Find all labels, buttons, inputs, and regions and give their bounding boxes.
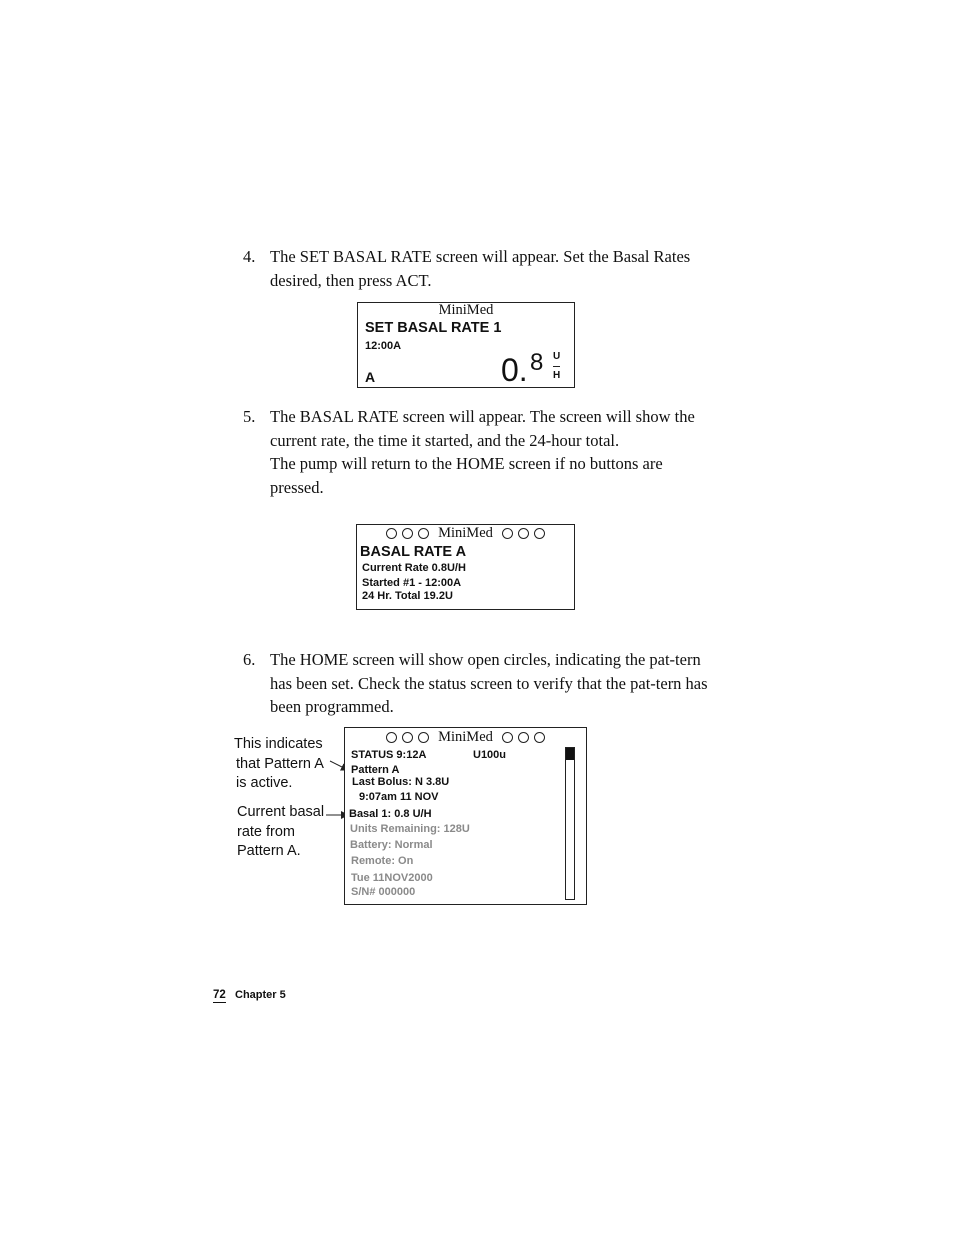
status-time: STATUS 9:12A [351,749,427,761]
annotation-line: is active. [236,775,293,791]
serial-number: S/N# 000000 [351,886,416,898]
pattern-circle-icon [386,732,397,743]
annotation-line: that Pattern A [236,755,324,772]
step-number: 6. [243,650,256,669]
pattern-circle-icon [534,732,545,743]
remote-status: Remote: On [351,855,414,867]
brand-label: MiniMed [438,525,493,541]
screen-title: BASAL RATE A [360,544,467,560]
annotation-line: Current basal [237,804,325,820]
annotation-line: This indicates [234,736,323,752]
units-remaining: Units Remaining: 128U [350,823,470,835]
last-bolus: Last Bolus: N 3.8U [352,776,450,788]
pattern-letter: A [365,369,376,385]
screen-title: SET BASAL RATE 1 [365,320,502,336]
page-number: 72 [213,989,226,1001]
unit-u: U [553,351,561,362]
start-time: 12:00A [365,340,402,352]
rate-value-int: 0. [501,352,528,388]
page-footer [213,989,286,1003]
pattern-circle-icon [518,732,529,743]
battery-status: Battery: Normal [350,839,433,851]
current-rate: Current Rate 0.8U/H [362,562,466,574]
active-pattern: Pattern A [351,764,400,776]
status-screen [344,727,587,905]
step-text: The pump will return to the HOME screen if no buttons are pressed. [270,454,663,497]
basal-rate: Basal 1: 0.8 U/H [349,808,432,820]
started-time: Started #1 - 12:00A [362,577,462,589]
step-text: The HOME screen will show open circles, indicating the pat-tern has been set. Check the status screen to verify that the pat-tern has been programmed. [270,650,708,716]
daily-total: 24 Hr. Total 19.2U [362,590,453,602]
bolus-time: 9:07am 11 NOV [359,791,439,803]
annotation-line: rate from [237,823,296,840]
annotation-line: Pattern A. [237,843,301,859]
rate-value-decimal: 8 [530,349,544,376]
scrollbar-track[interactable] [565,747,575,900]
step-text: The BASAL RATE screen will appear. The screen will show the current rate, the time it started, and the 24-hour total. [270,407,695,450]
pattern-circle-icon [418,732,429,743]
insulin-type: U100u [473,749,507,761]
brand-label: MiniMed [438,729,493,745]
pump-date: Tue 11NOV2000 [351,872,433,884]
step-text: The SET BASAL RATE screen will appear. Set the Basal Rates desired, then press ACT. [270,247,691,290]
pattern-circle-icon [502,732,513,743]
screen-header [345,729,586,746]
chapter-label: Chapter 5 [235,989,286,1001]
step-number: 5. [243,407,256,426]
scrollbar-thumb[interactable] [566,748,574,760]
brand-label: MiniMed [438,302,494,318]
unit-h: H [553,370,561,381]
step-number: 4. [243,247,256,266]
pattern-circle-icon [402,732,413,743]
